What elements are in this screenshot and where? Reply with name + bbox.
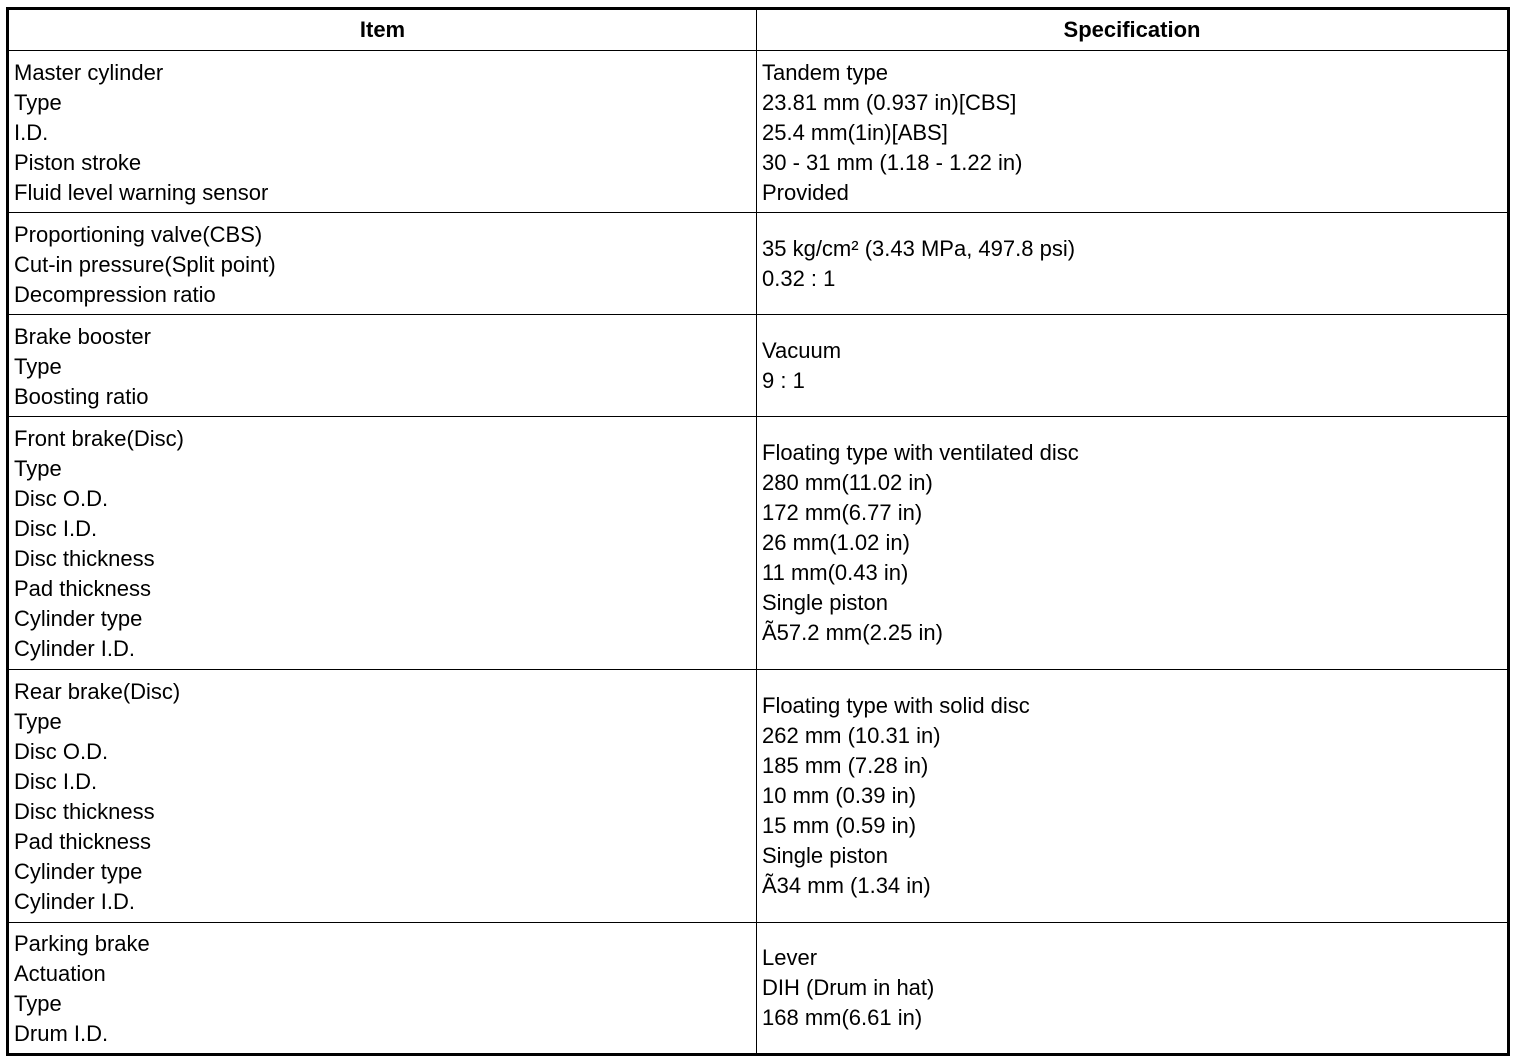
- spec-line: 9 : 1: [762, 367, 805, 393]
- spec-line: 168 mm(6.61 in): [762, 1005, 923, 1030]
- item-line: Piston stroke: [14, 149, 142, 175]
- item-line: Disc O.D.: [14, 739, 109, 764]
- item-line: Pad thickness: [14, 576, 151, 601]
- spec-line: Vacuum: [762, 337, 842, 363]
- spec-line: 262 mm (10.31 in): [762, 723, 941, 748]
- item-line: Type: [14, 89, 62, 115]
- spec-line: DIH (Drum in hat): [762, 975, 935, 1000]
- spec-line: Floating type with ventilated disc: [762, 440, 1079, 465]
- item-line: I.D.: [14, 119, 49, 145]
- table-row-front-brake: [8, 417, 1509, 670]
- spec-line: Lever: [762, 945, 818, 970]
- spec-cell: [757, 51, 1509, 213]
- item-cell: [8, 315, 757, 417]
- spec-line: 11 mm(0.43 in): [762, 560, 909, 585]
- spec-line: 26 mm(1.02 in): [762, 530, 910, 555]
- spec-cell: [757, 417, 1509, 670]
- table-row-master-cylinder: [8, 51, 1509, 213]
- item-line: Cylinder I.D.: [14, 889, 136, 914]
- spec-cell: [757, 923, 1509, 1055]
- spec-cell: [757, 213, 1509, 315]
- item-line: Rear brake(Disc): [14, 679, 181, 704]
- item-line: Fluid level warning sensor: [14, 179, 269, 205]
- item-line: Proportioning valve(CBS): [14, 221, 263, 247]
- spec-line: Tandem type: [762, 59, 888, 85]
- spec-cell: [757, 670, 1509, 923]
- table-row-proportioning-valve: [8, 213, 1509, 315]
- item-line: Decompression ratio: [14, 281, 216, 307]
- spec-line: 30 - 31 mm (1.18 - 1.22 in): [762, 149, 1023, 175]
- item-line: Front brake(Disc): [14, 426, 184, 451]
- item-line: Master cylinder: [14, 59, 164, 85]
- item-line: Boosting ratio: [14, 383, 149, 409]
- item-line: Cylinder type: [14, 859, 143, 884]
- header-row: [8, 9, 1509, 51]
- spec-line: 25.4 mm(1in)[ABS]: [762, 119, 948, 145]
- spec-line: 35 kg/cm² (3.43 MPa, 497.8 psi): [762, 235, 1076, 261]
- header-specification: Specification: [757, 9, 1509, 51]
- spec-line: Single piston: [762, 590, 888, 615]
- spec-line: Provided: [762, 179, 849, 205]
- item-line: Disc thickness: [14, 799, 155, 824]
- item-line: Actuation: [14, 961, 106, 986]
- spec-line: 0.32 : 1: [762, 265, 836, 291]
- table-row-parking-brake: [8, 923, 1509, 1055]
- spec-line: Ã34 mm (1.34 in): [762, 873, 931, 898]
- header-item: Item: [8, 9, 757, 51]
- item-line: Brake booster: [14, 323, 151, 349]
- spec-line: 23.81 mm (0.937 in)[CBS]: [762, 89, 1017, 115]
- item-line: Type: [14, 991, 62, 1016]
- item-cell: [8, 213, 757, 315]
- spec-line: Ã57.2 mm(2.25 in): [762, 620, 943, 645]
- spec-line: 10 mm (0.39 in): [762, 783, 917, 808]
- spec-table: [6, 7, 1510, 1056]
- item-cell: [8, 51, 757, 213]
- item-line: Type: [14, 709, 62, 734]
- spec-line: 15 mm (0.59 in): [762, 813, 917, 838]
- item-line: Disc I.D.: [14, 516, 98, 541]
- item-cell: [8, 417, 757, 670]
- spec-line: 280 mm(11.02 in): [762, 470, 933, 495]
- item-line: Disc I.D.: [14, 769, 98, 794]
- item-cell: [8, 923, 757, 1055]
- item-line: Drum I.D.: [14, 1021, 109, 1046]
- item-line: Type: [14, 456, 62, 481]
- item-line: Parking brake: [14, 931, 150, 956]
- item-line: Disc O.D.: [14, 486, 109, 511]
- item-line: Cylinder I.D.: [14, 636, 136, 661]
- item-line: Disc thickness: [14, 546, 155, 571]
- item-line: Pad thickness: [14, 829, 151, 854]
- item-cell: [8, 670, 757, 923]
- table-row-brake-booster: [8, 315, 1509, 417]
- item-line: Type: [14, 353, 62, 379]
- spec-line: Single piston: [762, 843, 888, 868]
- spec-cell: [757, 315, 1509, 417]
- item-line: Cut-in pressure(Split point): [14, 251, 276, 277]
- spec-line: 185 mm (7.28 in): [762, 753, 929, 778]
- spec-line: 172 mm(6.77 in): [762, 500, 923, 525]
- spec-line: Floating type with solid disc: [762, 693, 1030, 718]
- item-line: Cylinder type: [14, 606, 143, 631]
- table-row-rear-brake: [8, 670, 1509, 923]
